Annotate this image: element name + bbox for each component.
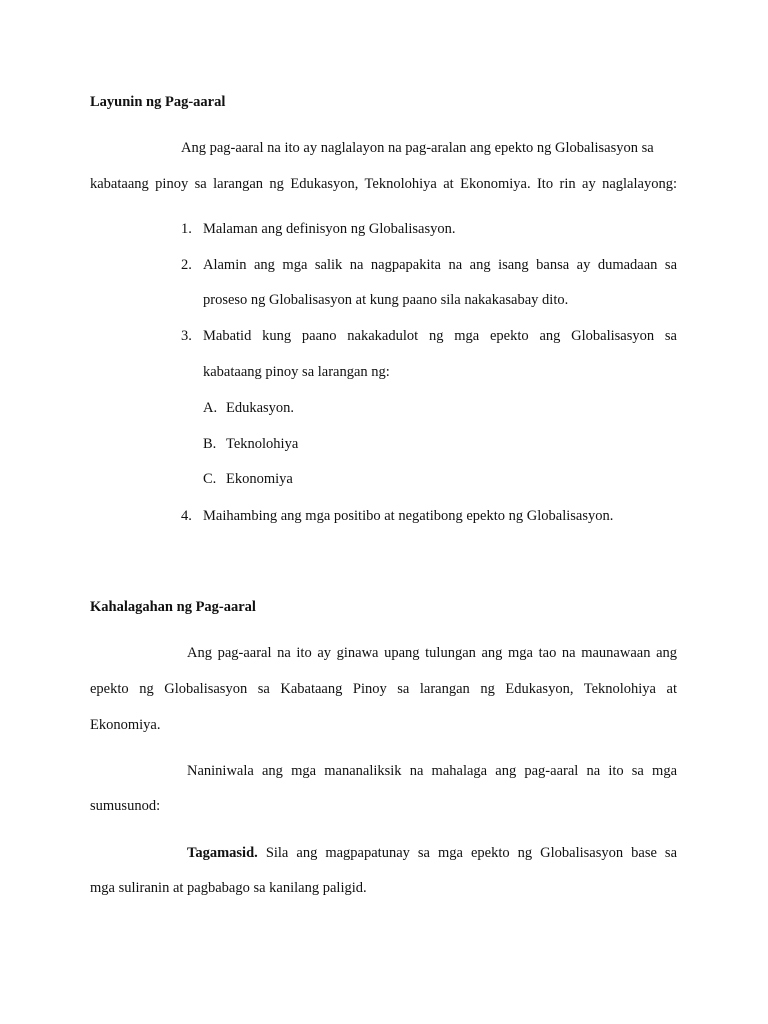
sublist-item-letter: C. (203, 471, 217, 487)
list-item-number: 2. (181, 257, 192, 273)
list-item-text: Maihambing ang mga positibo at negatibong epekto ng Globalisasyon. (203, 508, 614, 524)
section-heading-layunin: Layunin ng Pag-aaral (90, 94, 226, 110)
list-item-number: 1. (181, 221, 192, 237)
list-item-text: proseso ng Globalisasyon at kung paano sila nakakasabay dito. (203, 292, 569, 308)
sublist-item-text: Ekonomiya (226, 471, 293, 487)
list-item-text: Mabatid kung paano nakakadulot ng mga epekto ang Globalisasyon sa (203, 328, 677, 344)
paragraph-line: epekto ng Globalisasyon sa Kabataang Pinoy sa larangan ng Edukasyon, Teknolohiya at (90, 681, 677, 697)
paragraph-line: Ang pag-aaral na ito ay ginawa upang tulungan ang mga tao na maunawaan ang (187, 645, 677, 661)
list-item-text: kabataang pinoy sa larangan ng: (203, 364, 390, 380)
list-item-text: Alamin ang mga salik na nagpapakita na ang isang bansa ay dumadaan sa (203, 257, 677, 273)
paragraph-line: Naniniwala ang mga mananaliksik na mahalaga ang pag-aaral na ito sa mga (187, 763, 677, 779)
sublist-item-letter: A. (203, 400, 218, 416)
intro-line-1: Ang pag-aaral na ito ay naglalayon na pag-aralan ang epekto ng Globalisasyon sa (181, 140, 654, 156)
list-item-text: Malaman ang definisyon ng Globalisasyon. (203, 221, 456, 237)
sublist-item-text: Edukasyon. (226, 400, 295, 416)
term-description: Sila ang magpapatunay sa mga epekto ng Globalisasyon base sa (265, 845, 678, 861)
paragraph-line: mga suliranin at pagbabago sa kanilang paligid. (90, 880, 367, 896)
intro-line-2: kabataang pinoy sa larangan ng Edukasyon, Teknolohiya at Ekonomiya. Ito rin ay naglalayong: (90, 176, 677, 192)
paragraph-line: sumusunod: (90, 798, 161, 814)
list-item-number: 4. (181, 508, 192, 524)
list-item-number: 3. (181, 328, 192, 344)
sublist-item-text: Teknolohiya (226, 436, 299, 452)
section-heading-kahalagahan: Kahalagahan ng Pag-aaral (90, 599, 256, 615)
paragraph-line (187, 846, 677, 861)
term-label: Tagamasid. (187, 845, 258, 861)
sublist-item-letter: B. (203, 436, 217, 452)
paragraph-line: Ekonomiya. (90, 717, 161, 733)
